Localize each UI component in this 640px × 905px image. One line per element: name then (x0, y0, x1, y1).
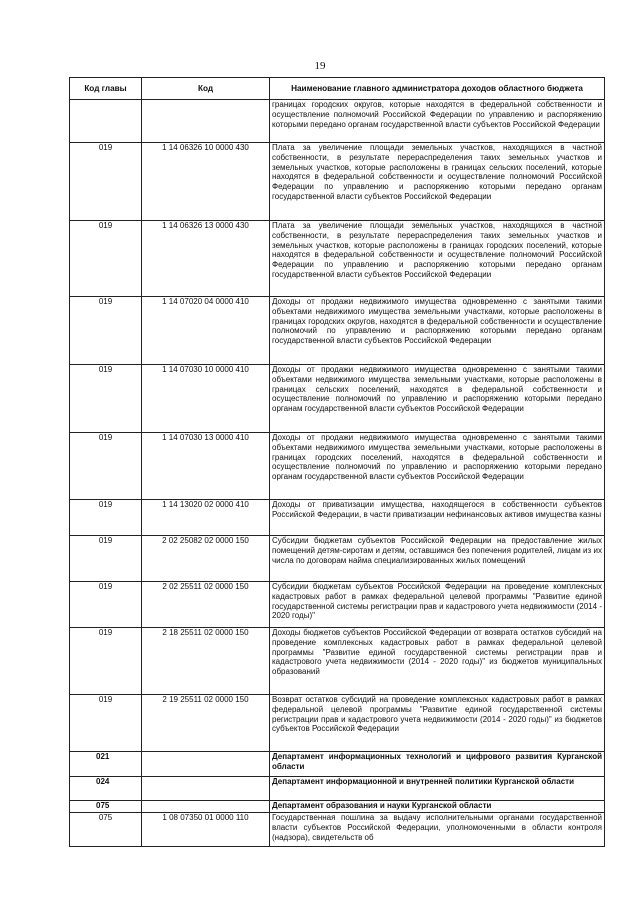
table-row (70, 582, 605, 628)
name-cell: Государственная пошлина за выдачу исполнительными органами государственной власти субъектов Российской Федерации, уполномоченными в области контроля (надзора), свидетельств об (270, 813, 605, 847)
revenue-administrators-table (69, 77, 605, 847)
name-cell: Плата за увеличение площади земельных участков, находящихся в частной собственности, в результате перераспределения таких земельных участков и земельных участков, которые расположены в границах сельских поселений, которые находятся в федеральной собственности и осуществление полномочий Российской Федерации по управлению и распоряжению которыми передано органам государственной власти субъектов Российской Федерации (270, 143, 605, 221)
chapter-code-cell: 075 (70, 813, 142, 847)
table-row (70, 365, 605, 433)
chapter-code-cell: 019 (70, 695, 142, 752)
table-row (70, 695, 605, 752)
name-cell: Плата за увеличение площади земельных участков, находящихся в частной собственности, в результате перераспределения таких земельных участков и земельных участков, которые расположены в границах городских поселений, которые находятся в федеральной собственности и осуществление полномочий Российской Федерации по управлению и распоряжению которыми передано органам государственной власти субъектов Российской Федерации (270, 221, 605, 297)
name-cell: Доходы от приватизации имущества, находящегося в собственности субъектов Российской Федерации, в части приватизации нефинансовых активов имущества казны (270, 500, 605, 536)
name-cell: Доходы от продажи недвижимого имущества одновременно с занятыми такими объектами недвижимого имущества земельными участками, которые расположены в границах сельских поселений, находятся в федеральной собственности и осуществление полномочий по управлению и распоряжению которыми передано органам государственной власти субъектов Российской Федерации (270, 365, 605, 433)
name-cell: Возврат остатков субсидий на проведение комплексных кадастровых работ в рамках федеральной целевой программы "Развитие единой государственной системы регистрации прав и кадастрового учета недвижимости (2014 - 2020 годы)" из бюджетов субъектов Российской Федерации (270, 695, 605, 752)
name-cell: Субсидии бюджетам субъектов Российской Федерации на предоставление жилых помещений детям-сиротам и детям, оставшимся без попечения родителей, лицам из их числа по договорам найма специализированных жилых помещений (270, 536, 605, 582)
code-cell: 1 14 06326 10 0000 430 (142, 143, 270, 221)
name-cell: Субсидии бюджетам субъектов Российской Федерации на проведение комплексных кадастровых работ в рамках федеральной целевой программы "Развитие единой государственной системы регистрации прав и кадастрового учета недвижимости (2014 - 2020 годы)" (270, 582, 605, 628)
chapter-code-cell: 019 (70, 628, 142, 695)
code-cell (142, 801, 270, 813)
code-cell: 1 14 07030 10 0000 410 (142, 365, 270, 433)
chapter-code-cell: 019 (70, 536, 142, 582)
table-row (70, 143, 605, 221)
code-cell (142, 777, 270, 801)
header-chapter-code: Код главы (70, 78, 142, 100)
table-row (70, 628, 605, 695)
table-row (70, 100, 605, 143)
code-cell (142, 100, 270, 143)
name-cell: Департамент информационных технологий и цифрового развития Курганской области (270, 752, 605, 777)
name-cell: Департамент образования и науки Курганской области (270, 801, 605, 813)
name-cell: границах городских округов, которые находятся в федеральной собственности и осуществление полномочий Российской Федерации по управлению и распоряжению которыми передано органам государственной власти субъектов Российской Федерации (270, 100, 605, 143)
table-header-row (70, 78, 605, 100)
table-row (70, 297, 605, 365)
name-cell: Доходы от продажи недвижимого имущества одновременно с занятыми такими объектами недвижимого имущества земельными участками, которые расположены в границах городских поселений, находятся в федеральной собственности и осуществление полномочий по управлению и распоряжению которыми передано органам государственной власти субъектов Российской Федерации (270, 433, 605, 500)
table-row (70, 777, 605, 801)
code-cell: 1 14 07030 13 0000 410 (142, 433, 270, 500)
chapter-code-cell: 024 (70, 777, 142, 801)
header-code: Код (142, 78, 270, 100)
chapter-code-cell: 021 (70, 752, 142, 777)
table-row (70, 221, 605, 297)
chapter-code-cell: 019 (70, 221, 142, 297)
name-cell: Доходы бюджетов субъектов Российской Федерации от возврата остатков субсидий на проведение комплексных кадастровых работ в рамках федеральной целевой программы "Развитие единой государственной системы регистрации прав и кадастрового учета недвижимости (2014 - 2020 годы)" из бюджетов муниципальных образований (270, 628, 605, 695)
code-cell: 1 14 06326 13 0000 430 (142, 221, 270, 297)
chapter-code-cell: 019 (70, 365, 142, 433)
code-cell (142, 752, 270, 777)
chapter-code-cell: 075 (70, 801, 142, 813)
chapter-code-cell: 019 (70, 582, 142, 628)
name-cell: Департамент информационной и внутренней политики Курганской области (270, 777, 605, 801)
table-row (70, 500, 605, 536)
code-cell: 2 19 25511 02 0000 150 (142, 695, 270, 752)
page-number: 19 (314, 60, 326, 72)
table-row (70, 433, 605, 500)
code-cell: 1 14 07020 04 0000 410 (142, 297, 270, 365)
chapter-code-cell (70, 100, 142, 143)
code-cell: 1 08 07350 01 0000 110 (142, 813, 270, 847)
chapter-code-cell: 019 (70, 433, 142, 500)
code-cell: 2 02 25082 02 0000 150 (142, 536, 270, 582)
name-cell: Доходы от продажи недвижимого имущества одновременно с занятыми такими объектами недвижимого имущества земельными участками, которые расположены в границах городских округов, находятся в федеральной собственности и осуществление полномочий по управлению и распоряжению которыми передано органам государственной власти субъектов Российской Федерации (270, 297, 605, 365)
code-cell: 1 14 13020 02 0000 410 (142, 500, 270, 536)
chapter-code-cell: 019 (70, 143, 142, 221)
table-row (70, 536, 605, 582)
table-row (70, 801, 605, 813)
header-administrator-name: Наименование главного администратора доходов областного бюджета (270, 78, 605, 100)
table-row (70, 813, 605, 847)
code-cell: 2 02 25511 02 0000 150 (142, 582, 270, 628)
chapter-code-cell: 019 (70, 297, 142, 365)
table-row (70, 752, 605, 777)
chapter-code-cell: 019 (70, 500, 142, 536)
code-cell: 2 18 25511 02 0000 150 (142, 628, 270, 695)
